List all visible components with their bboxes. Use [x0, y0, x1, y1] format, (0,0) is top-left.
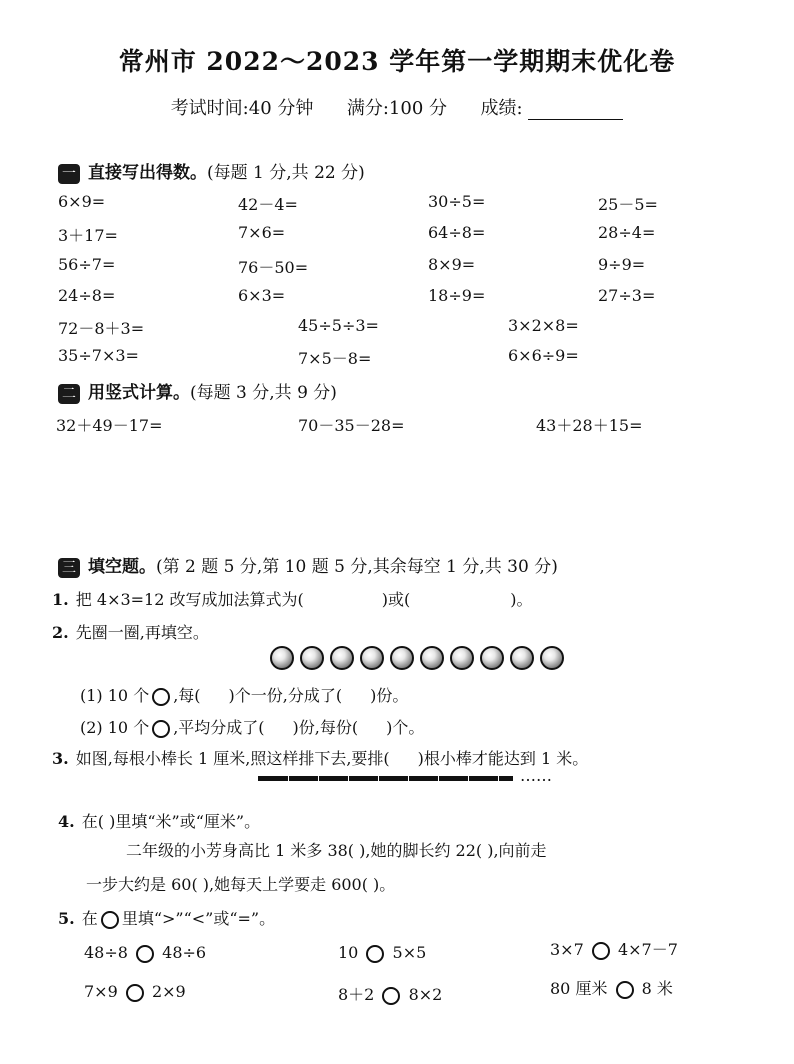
- calc-item: 56÷7=: [58, 255, 116, 274]
- question-4: [58, 809, 260, 832]
- grade-blank[interactable]: [528, 101, 623, 120]
- question-2-sub2: [80, 715, 424, 738]
- question-number: 3.: [52, 749, 69, 768]
- question-text: ,平均分成了(: [173, 718, 265, 737]
- compare-item: [338, 943, 426, 963]
- compare-right: 4×7－7: [617, 940, 678, 959]
- compare-right: 8×2: [408, 985, 443, 1004]
- calc-item: 6×9=: [58, 192, 106, 211]
- compare-circle[interactable]: [616, 981, 634, 999]
- question-text: 先圈一圈,再填空。: [75, 623, 209, 642]
- question-4-line2: 一步大约是 60( ),她每天上学要走 600( )。: [86, 875, 396, 894]
- compare-item: [84, 943, 206, 963]
- question-text: (1) 10 个: [80, 686, 150, 705]
- calc-item: 9÷9=: [598, 255, 646, 274]
- compare-circle[interactable]: [592, 942, 610, 960]
- section3-note: (第 2 题 5 分,第 10 题 5 分,其余每空 1 分,共 30 分): [156, 557, 558, 577]
- compare-circle[interactable]: [366, 945, 384, 963]
- compare-item: [550, 937, 678, 960]
- compare-left: 48÷8: [84, 943, 128, 962]
- question-text: (2) 10 个: [80, 718, 150, 737]
- question-text: )。: [510, 590, 533, 609]
- section2-title: 用竖式计算。: [88, 383, 190, 403]
- calc-item: 18÷9=: [428, 286, 486, 305]
- calc-item: 6×3=: [238, 286, 286, 305]
- circle-icon: [152, 720, 170, 738]
- ball-icon: [420, 646, 444, 670]
- question-text: )份,每份(: [292, 718, 359, 737]
- question-number: 1.: [52, 590, 69, 609]
- section2-heading: [58, 378, 337, 404]
- compare-right: 5×5: [392, 943, 427, 962]
- calc-item: 3×2×8=: [508, 316, 579, 335]
- grade-label: 成绩:: [480, 98, 523, 119]
- vertical-calc-item: 32＋49－17=: [56, 416, 163, 435]
- compare-right: 48÷6: [162, 943, 207, 962]
- compare-right: 2×9: [151, 982, 186, 1001]
- compare-left: 80 厘米: [550, 979, 608, 998]
- circle-icon: [152, 688, 170, 706]
- question-text: )或(: [381, 590, 411, 609]
- exam-time: 考试时间:40 分钟: [170, 98, 314, 119]
- question-text: )份。: [370, 686, 409, 705]
- calc-item: 24÷8=: [58, 286, 116, 305]
- ball-icon: [480, 646, 504, 670]
- calc-item: 25－5=: [598, 195, 658, 214]
- calc-item: 8×9=: [428, 255, 476, 274]
- question-number: 4.: [58, 812, 75, 831]
- question-text: )个。: [386, 718, 425, 737]
- question-text: )根小棒才能达到 1 米。: [417, 749, 589, 768]
- question-4-line1: 二年级的小芳身高比 1 米多 38( ),她的脚长约 22( ),向前走: [126, 841, 547, 860]
- vertical-calc-item: 70－35－28=: [298, 416, 405, 435]
- ball-icon: [330, 646, 354, 670]
- section2-badge: 二: [58, 384, 80, 404]
- question-2-sub1: [80, 683, 408, 706]
- ball-icon: [270, 646, 294, 670]
- question-number: 5.: [58, 909, 75, 928]
- question-text: 如图,每根小棒长 1 厘米,照这样排下去,要排(: [75, 749, 390, 768]
- calc-item: 7×6=: [238, 223, 286, 242]
- full-score: 满分:100 分: [346, 98, 448, 119]
- question-2: [52, 620, 209, 643]
- vertical-calc-item: 43＋28＋15=: [536, 416, 643, 435]
- calc-item: 30÷5=: [428, 192, 486, 211]
- compare-item: [550, 976, 673, 999]
- question-1: [52, 587, 533, 610]
- calc-item: 28÷4=: [598, 223, 656, 242]
- sticks-figure: [258, 776, 513, 781]
- question-3: [52, 746, 588, 769]
- question-number: 2.: [52, 623, 69, 642]
- calc-item: 3＋17=: [58, 226, 118, 245]
- ball-icon: [540, 646, 564, 670]
- calc-item: 35÷7×3=: [58, 346, 139, 365]
- section1-badge: 一: [58, 164, 80, 184]
- question-text: 把 4×3=12 改写成加法算式为(: [75, 590, 304, 609]
- calc-item: 42－4=: [238, 195, 298, 214]
- section3-heading: [58, 552, 558, 578]
- exam-info: [0, 94, 794, 120]
- ball-icon: [450, 646, 474, 670]
- circle-icon: [101, 911, 119, 929]
- question-text: 在( )里填“米”或“厘米”。: [81, 812, 261, 831]
- calc-item: 64÷8=: [428, 223, 486, 242]
- calc-item: 45÷5÷3=: [298, 316, 379, 335]
- compare-item: [338, 982, 442, 1005]
- calc-item: 6×6÷9=: [508, 346, 579, 365]
- question-text: ,每(: [173, 686, 201, 705]
- section1-title: 直接写出得数。: [88, 163, 207, 183]
- compare-left: 10: [338, 943, 359, 962]
- calc-item: 27÷3=: [598, 286, 656, 305]
- compare-left: 8＋2: [338, 985, 375, 1004]
- section3-badge: 三: [58, 558, 80, 578]
- question-text: )个一份,分成了(: [228, 686, 343, 705]
- compare-circle[interactable]: [136, 945, 154, 963]
- page-title: 常州市 2022～2023 学年第一学期期末优化卷: [118, 47, 676, 76]
- compare-right: 8 米: [641, 979, 673, 998]
- calc-item: 76－50=: [238, 258, 309, 277]
- calc-item: 7×5－8=: [298, 349, 372, 368]
- compare-item: [84, 982, 186, 1002]
- compare-circle[interactable]: [382, 987, 400, 1005]
- ball-icon: [510, 646, 534, 670]
- ball-icon: [300, 646, 324, 670]
- question-5: [58, 906, 275, 929]
- calc-item: 72－8＋3=: [58, 319, 145, 338]
- compare-circle[interactable]: [126, 984, 144, 1002]
- section3-title: 填空题。: [88, 557, 156, 577]
- section1-note: (每题 1 分,共 22 分): [207, 163, 365, 183]
- sticks-continuation: ……: [520, 766, 552, 785]
- ball-icon: [360, 646, 384, 670]
- question-text: 里填“>”“<”或“=”。: [121, 909, 276, 928]
- compare-left: 7×9: [84, 982, 118, 1001]
- ball-icon: [390, 646, 414, 670]
- section2-note: (每题 3 分,共 9 分): [190, 383, 337, 403]
- question-text: 在: [81, 909, 98, 928]
- compare-left: 3×7: [550, 940, 584, 959]
- section1-heading: [58, 158, 365, 184]
